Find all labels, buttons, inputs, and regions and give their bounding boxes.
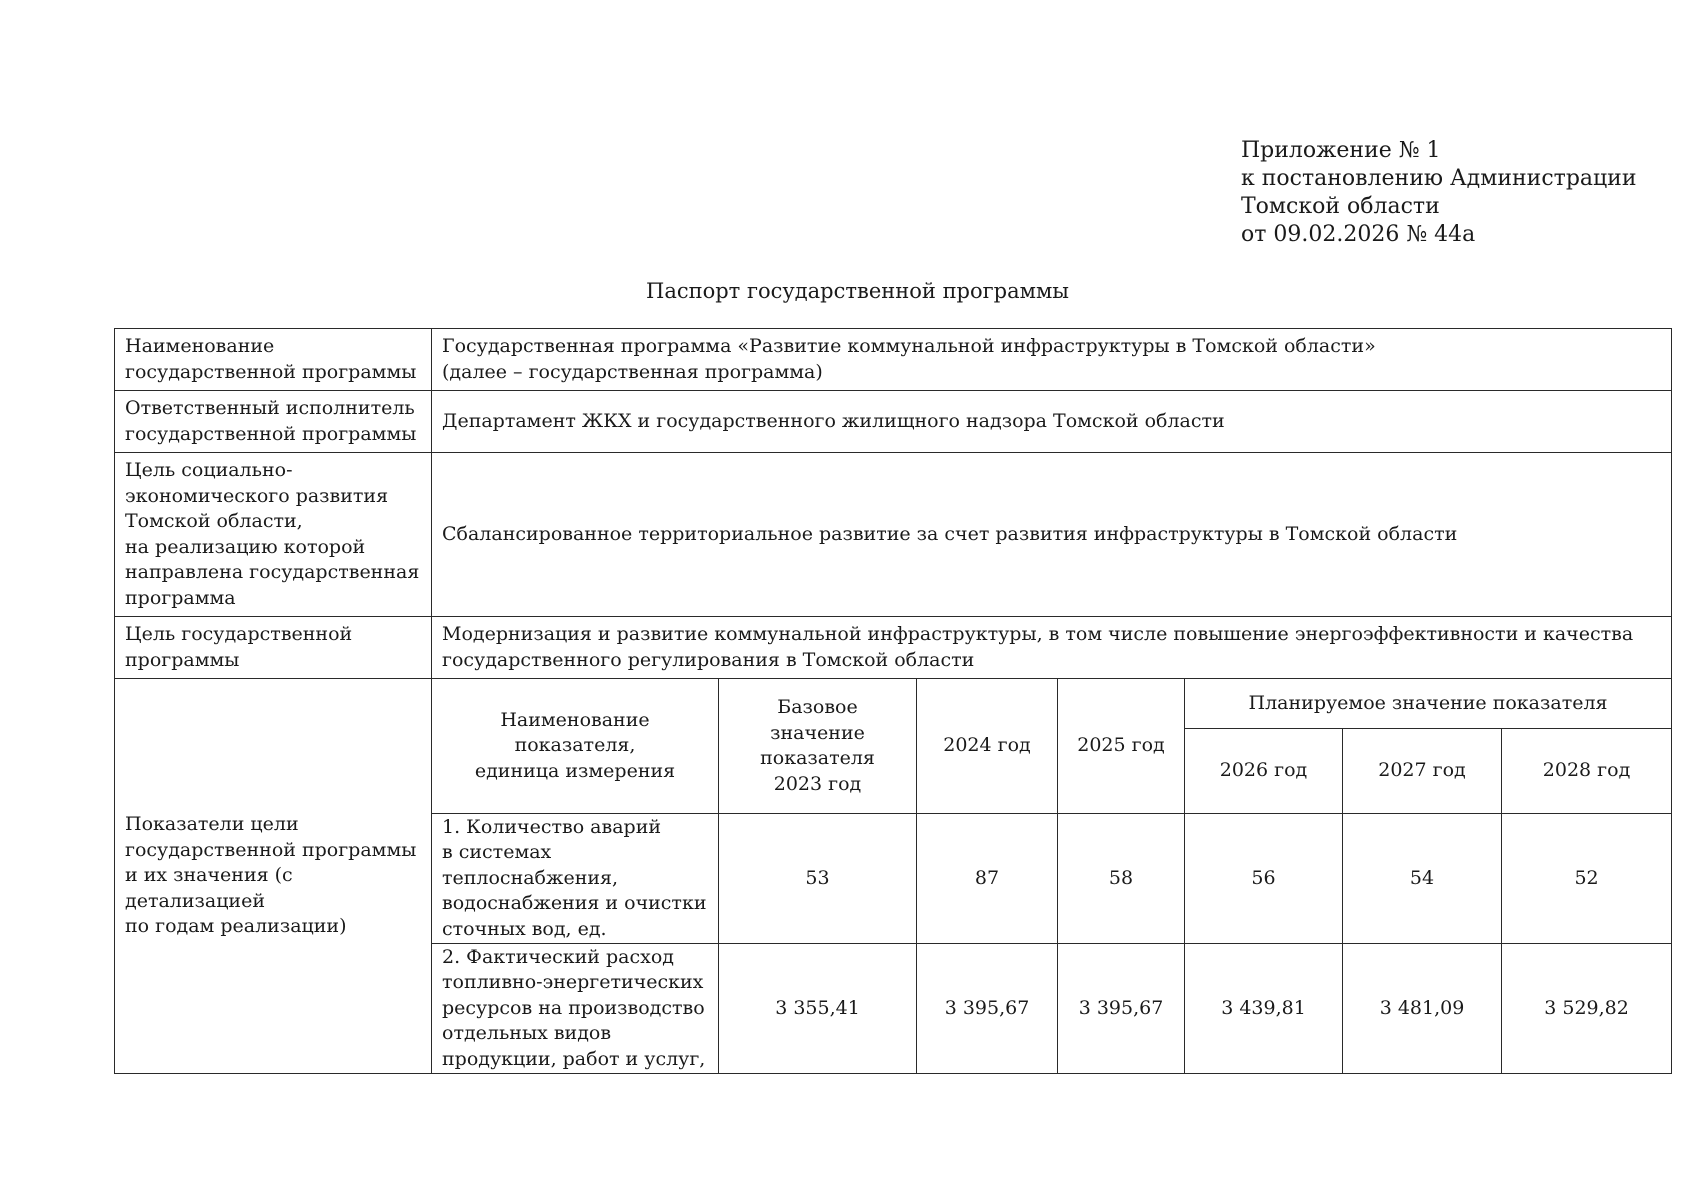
appendix-block [1241, 137, 1637, 249]
value-executor: Департамент ЖКХ и государственного жилищного надзора Томской области [432, 391, 1672, 453]
indicator-2027: 3 481,09 [1343, 944, 1502, 1074]
header-year-2026: 2026 год [1185, 729, 1343, 814]
header-year-2024: 2024 год [917, 679, 1058, 814]
indicator-name: 1. Количество аварий в системах теплоснабжения, водоснабжения и очистки сточных вод, ед. [432, 814, 719, 944]
header-year-2028: 2028 год [1502, 729, 1672, 814]
indicator-2026: 56 [1185, 814, 1343, 944]
appendix-line: от 09.02.2026 № 44а [1241, 222, 1476, 247]
value-program-goal: Модернизация и развитие коммунальной инфраструктуры, в том числе повышение энергоэффективности и качества государственного регулирования в Томской области [432, 617, 1672, 679]
indicator-2027: 54 [1343, 814, 1502, 944]
indicator-2024: 87 [917, 814, 1058, 944]
label-indicators: Показатели цели государственной программы и их значения (с детализацией по годам реализации) [115, 679, 432, 1074]
row-program-name [115, 329, 1672, 391]
indicators-header-row [115, 679, 1672, 729]
label-program-name: Наименование государственной программы [115, 329, 432, 391]
indicator-name: 2. Фактический расход топливно-энергетических ресурсов на производство отдельных видов продукции, работ и услуг, [432, 944, 719, 1074]
value-socio-goal: Сбалансированное территориальное развитие за счет развития инфраструктуры в Томской области [432, 453, 1672, 617]
appendix-line: Приложение № 1 [1241, 138, 1441, 163]
header-planned-value: Планируемое значение показателя [1185, 679, 1672, 729]
label-program-goal: Цель государственной программы [115, 617, 432, 679]
appendix-line: к постановлению Администрации [1241, 166, 1637, 191]
header-indicator-name: Наименование показателя, единица измерения [432, 679, 719, 814]
row-socio-goal [115, 453, 1672, 617]
passport-table [114, 328, 1672, 1074]
header-year-2027: 2027 год [1343, 729, 1502, 814]
row-program-goal [115, 617, 1672, 679]
header-base-value: Базовое значение показателя 2023 год [719, 679, 917, 814]
indicator-2024: 3 395,67 [917, 944, 1058, 1074]
row-executor [115, 391, 1672, 453]
indicator-2026: 3 439,81 [1185, 944, 1343, 1074]
value-program-name: Государственная программа «Развитие коммунальной инфраструктуры в Томской области» (далее – государственная программа) [432, 329, 1672, 391]
indicator-2028: 3 529,82 [1502, 944, 1672, 1074]
indicator-base: 53 [719, 814, 917, 944]
indicator-base: 3 355,41 [719, 944, 917, 1074]
indicator-2025: 58 [1058, 814, 1185, 944]
indicator-2028: 52 [1502, 814, 1672, 944]
header-year-2025: 2025 год [1058, 679, 1185, 814]
label-socio-goal: Цель социально- экономического развития Томской области, на реализацию которой направлена государственная программа [115, 453, 432, 617]
indicator-2025: 3 395,67 [1058, 944, 1185, 1074]
document-title: Паспорт государственной программы [646, 279, 1069, 303]
label-executor: Ответственный исполнитель государственной программы [115, 391, 432, 453]
appendix-line: Томской области [1241, 194, 1440, 219]
